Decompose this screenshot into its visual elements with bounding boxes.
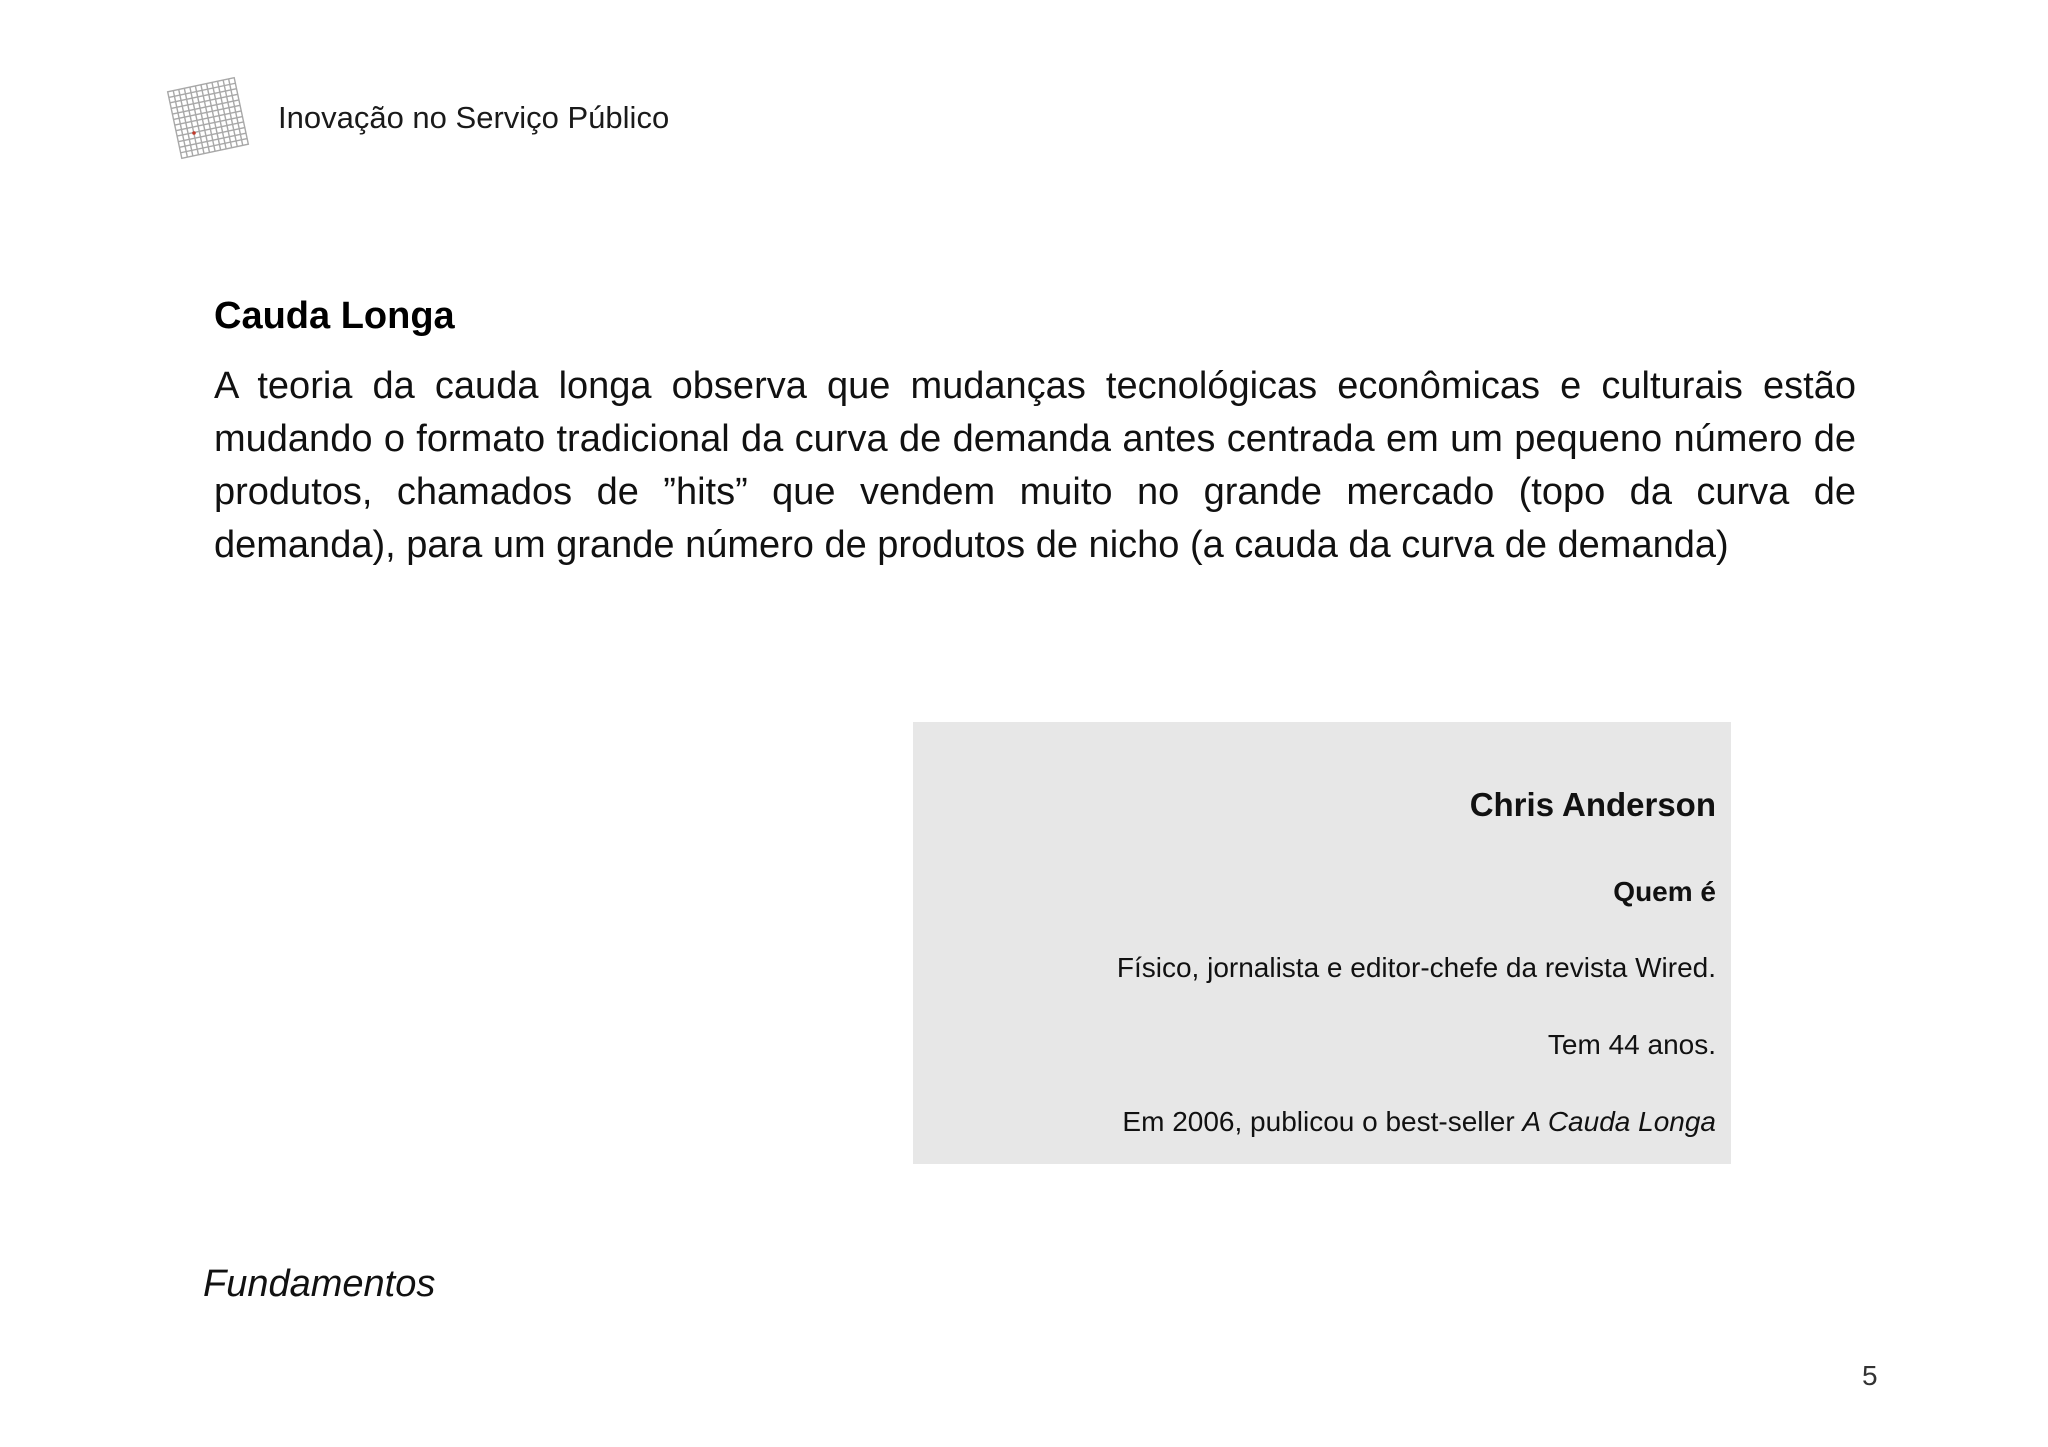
info-subheading: Quem é [1613, 876, 1716, 907]
info-book-title: A Cauda Longa [1522, 1106, 1716, 1137]
info-line-age: Tem 44 anos. [1547, 1029, 1716, 1060]
section-heading: Cauda Longa [214, 295, 455, 337]
header-title: Inovação no Serviço Público [278, 100, 670, 135]
info-line-publication [1122, 1104, 1716, 1140]
info-name: Chris Anderson [1469, 786, 1716, 823]
body-paragraph: A teoria da cauda longa observa que mudanças tecnológicas econômicas e culturais estão mudando o formato tradicional da curva de demanda antes centrada em um pequeno número de produtos, chamados de ”hits” que vendem muito no grande mercado (topo da curva de demanda), para um grande número de produtos de nicho (a cauda da curva de demanda) [214, 365, 1856, 566]
grid-logo-graphic [162, 72, 254, 164]
info-box [913, 722, 1731, 1164]
footer-label: Fundamentos [203, 1263, 436, 1305]
info-line-occupation: Físico, jornalista e editor-chefe da revista Wired. [1116, 952, 1716, 983]
info-line-publication-prefix: Em 2006, publicou o best-seller [1122, 1106, 1523, 1137]
page-number: 5 [1862, 1360, 1878, 1391]
grid-logo-icon [162, 72, 254, 164]
